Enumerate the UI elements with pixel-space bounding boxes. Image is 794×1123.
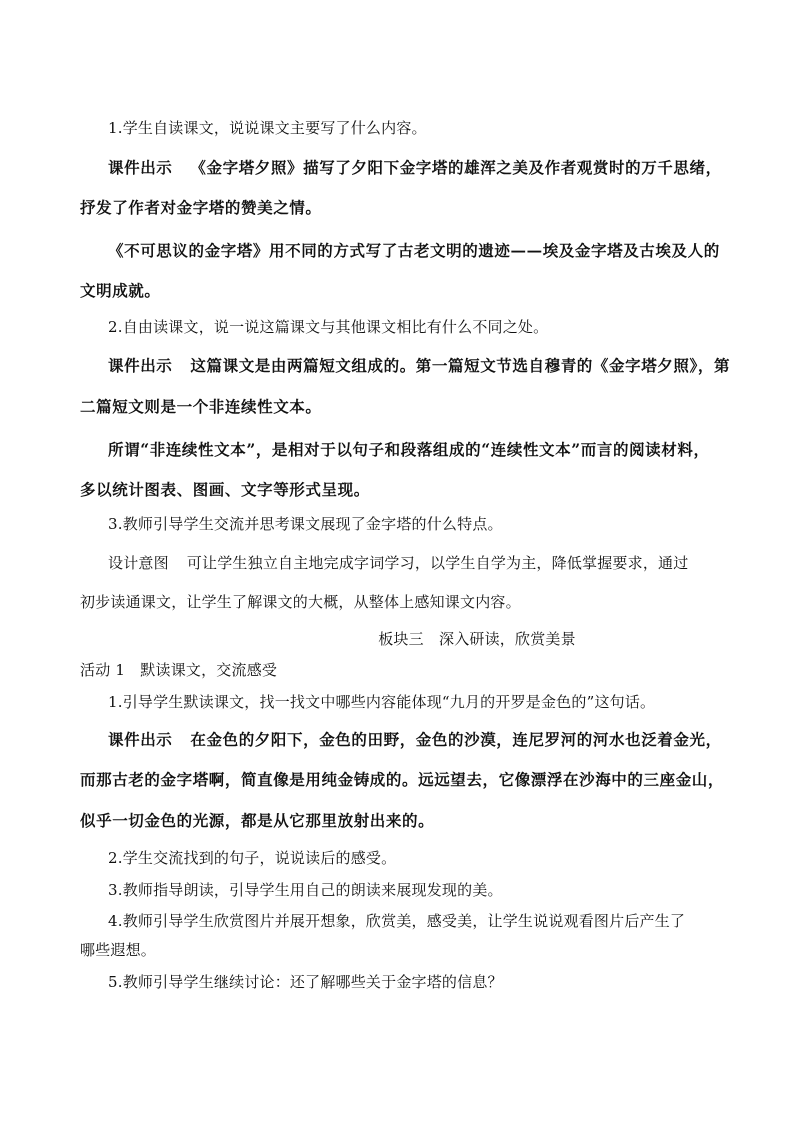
courseware-2-line1: 《不可思议的金字塔》用不同的方式写了古老文明的遗迹——埃及金字塔及古埃及人的 [108,241,720,260]
courseware-label: 课件出示 [108,730,173,749]
courseware-label: 课件出示 [108,356,173,375]
activity-step-1-line: 1.引导学生默读课文，找一找文中哪些内容能体现“九月的开罗是金色的”这句话。 [108,693,656,711]
design-intent-text: 可让学生独立自主地完成字词学习，以学生自学为主，降低掌握要求，通过 [186,554,689,572]
courseware-4-line1 [108,730,722,750]
courseware-3-line1 [108,356,730,376]
design-intent-line1 [108,553,688,573]
courseware-2-line2: 文明成就。 [80,281,161,300]
courseware-3-line2: 二篇短文则是一个非连续性文本。 [80,397,322,416]
step-1-line: 1.学生自读课文，说说课文主要写了什么内容。 [108,119,427,137]
step-3-line: 3.教师引导学生交流并思考课文展现了金字塔的什么特点。 [108,515,503,533]
activity-step-4-line2: 哪些遐想。 [80,941,157,959]
definition-line1: 所谓“非连续性文本”，是相对于以句子和段落组成的“连续性文本”而言的阅读材料， [108,440,710,459]
activity-step-5-line: 5.教师引导学生继续讨论：还了解哪些关于金字塔的信息？ [108,973,503,991]
step-2-line: 2.自由读课文，说一说这篇课文与其他课文相比有什么不同之处。 [108,318,549,336]
activity-heading: 活动 1 默读课文，交流感受 [80,661,278,679]
section-heading: 板块三 深入研读，欣赏美景 [378,630,576,648]
courseware-1-line2: 抒发了作者对金字塔的赞美之情。 [80,198,322,217]
activity-step-4-line1: 4.教师引导学生欣赏图片并展开想象，欣赏美，感受美，让学生说说观看图片后产生了 [108,912,686,930]
activity-step-3-line: 3.教师指导朗读，引导学生用自己的朗读来展现发现的美。 [108,881,503,899]
courseware-text: 《金字塔夕照》描写了夕阳下金字塔的雄浑之美及作者观赏时的万千思绪， [190,158,722,177]
courseware-4-line2: 而那古老的金字塔啊，简直像是用纯金铸成的。远远望去，它像漂浮在沙海中的三座金山， [80,770,725,789]
definition-line2: 多以统计图表、图画、文字等形式呈现。 [80,480,370,499]
courseware-text: 在金色的夕阳下，金色的田野，金色的沙漠，连尼罗河的河水也泛着金光， [190,730,722,749]
courseware-label: 课件出示 [108,158,173,177]
activity-step-2-line: 2.学生交流找到的句子，说说读后的感受。 [108,849,397,867]
courseware-4-line3: 似乎一切金色的光源，都是从它那里放射出来的。 [80,811,435,830]
design-intent-label: 设计意图 [108,554,169,572]
design-intent-line2: 初步读通课文，让学生了解课文的大概，从整体上感知课文内容。 [80,593,521,611]
courseware-text: 这篇课文是由两篇短文组成的。第一篇短文节选自穆青的《金字塔夕照》，第 [190,356,731,375]
courseware-1-line1 [108,158,722,178]
